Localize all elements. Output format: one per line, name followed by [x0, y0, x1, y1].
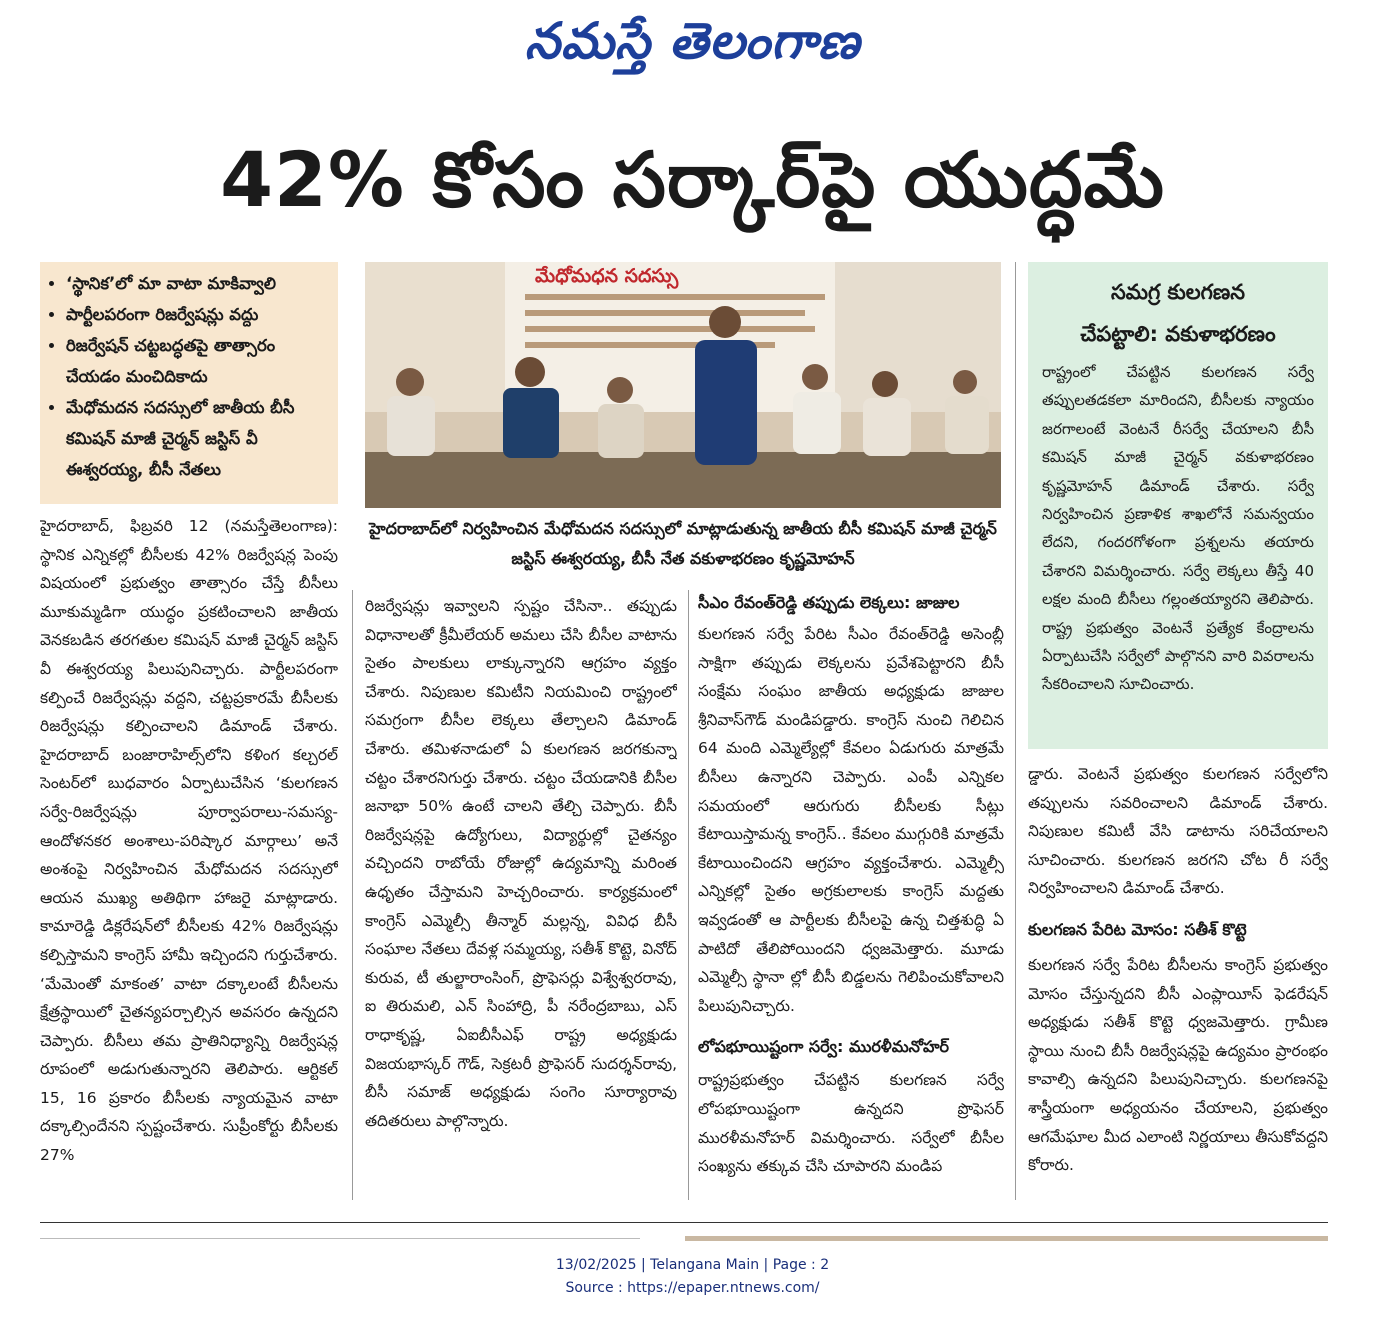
- article-body: డ్డారు. వెంటనే ప్రభుత్వం కులగణన సర్వేలోని తప్పులను సవరించాలని డిమాండ్ చేశారు. నిపుణుల కమిటీ వేసి డాటాను సరిచేయాలని సూచించారు. కులగణన జరగని చోట రీ సర్వే నిర్వహించాలని డిమాండ్ చేశారు.: [1028, 765, 1328, 898]
- sidebar-body: రాష్ట్రంలో చేపట్టిన కులగణన సర్వే తప్పులతడకలా మారిందని, బీసీలకు న్యాయం జరగాలంటే వెంటనే రీసర్వే చేయాలని బీసీ కమిషన్ మాజీ చైర్మన్ వకుళాభరణం కృష్ణమోహన్ డిమాండ్ చేశారు. సర్వే నిర్వహించిన ప్రణాళిక శాఖలోనే సమన్వయం లేదని, గందరగోళంగా ప్రశ్నలను తయారు చేశారని విమర్శించారు. సర్వే లెక్కలు తీస్తే 40 లక్షల మంది బీసీలు గల్లంతయ్యారని తెలిపారు. రాష్ట్ర ప్రభుత్వం వెంటనే ప్రత్యేక కేంద్రాలను ఏర్పాటుచేసి సర్వేలో పాల్గొనని వారి వివరాలను సేకరించాలని సూచించారు.: [1042, 363, 1314, 694]
- column-rule: [1015, 262, 1016, 1200]
- article-body: రిజర్వేషన్లు ఇవ్వాలని స్పష్టం చేసినా.. తప్పుడు విధానాలతో క్రీమీలేయర్ అమలు చేసి బీసీల వాటాను సైతం పాలకులు లాక్కున్నారని ఆగ్రహం వ్యక్తం చేశారు. నిపుణుల కమిటీని నియమించి రాష్ట్రంలో సమగ్రంగా బీసీల లెక్కలు తేల్చాలని డిమాండ్ చేశారు. తమిళనాడులో ఏ కులగణన జరగకున్నా చట్టం చేశారనిగుర్తు చేశారు. చట్టం చేయడానికి బీసీల జనాభా 50% ఉంటే చాలని తేల్చి చెప్పారు. బీసీ రిజర్వేషన్లపై ఉద్యోగులు, విద్యార్థుల్లో చైతన్యం వచ్చిందని రాబోయే రోజుల్లో ఉద్యమాన్ని మరింత ఉధృతం చేస్తామని హెచ్చరించారు. కార్యక్రమంలో కాంగ్రెస్ ఎమ్మెల్సీ తీన్మార్ మల్లన్న, వివిధ బీసీ సంఘాల నేతలు దేవళ్ల సమ్మయ్య, సతీశ్ కొట్టె, వినోద్ కురువ, టీ తుల్జారాంసింగ్, ప్రొఫెసర్లు విశ్వేశ్వరరావు, ఐ తిరుమలి, ఎన్ సింహాద్రి, పీ నరేంద్రబాబు, ఎస్ రాధాకృష్ణ, ఏఐబీసీఎఫ్ రాష్ట్ర అధ్యక్షుడు విజయభాస్కర్ గౌడ్, సెక్రటరీ ప్రొఫెసర్ సుదర్శన్‌రావు, బీసీ సమాజ్ అధ్యక్షుడు సంగెం సూర్యారావు తదితరులు పాల్గొన్నారు.: [365, 597, 677, 1130]
- subhead-jajula: సీఎం రేవంత్‌రెడ్డి తప్పుడు లెక్కలు: జాజుల: [698, 593, 960, 612]
- bottom-rule: [40, 1238, 640, 1239]
- highlight-item: • పార్టీలపరంగా రిజర్వేషన్లు వద్దు: [66, 299, 330, 330]
- sidebar-title-line2: చేపట్టాలి: వకుళాభరణం: [1080, 322, 1276, 346]
- footer-source-line: Source : https://epaper.ntnews.com/: [565, 1280, 820, 1296]
- highlights-list: [48, 268, 330, 485]
- highlight-item: • రిజర్వేషన్ చట్టబద్ధతపై తాత్సారం చేయడం మంచిదికాదు: [66, 330, 330, 392]
- bottom-rule: [40, 1222, 1328, 1223]
- article-column-4: [1028, 760, 1328, 1202]
- column-rule: [688, 590, 689, 1200]
- article-column-3: [698, 590, 1004, 1202]
- article-body: రాష్ట్రప్రభుత్వం చేపట్టిన కులగణన సర్వే లోపభూయిష్టంగా ఉన్నదని ప్రొఫెసర్ మురళీమనోహర్ విమర్శించారు. సర్వేలో బీసీల సంఖ్యను తక్కువ చేసి చూపారని మండిప: [698, 1071, 1004, 1176]
- footer-date-line: 13/02/2025 | Telangana Main | Page : 2: [555, 1257, 830, 1273]
- masthead: నమస్తే తెలంగాణ: [524, 12, 861, 70]
- highlight-item: • ‘స్థానిక’లో మా వాటా మాకివ్వాలి: [66, 268, 330, 299]
- column-rule: [352, 590, 353, 1200]
- event-photo: [365, 262, 1001, 508]
- subhead-satish: కులగణన పేరిట మోసం: సతీశ్ కొట్టె: [1028, 919, 1247, 939]
- subhead-muralimanohar: లోపభూయిష్టంగా సర్వే: మురళీమనోహర్: [698, 1037, 950, 1057]
- photo-caption: హైదరాబాద్‌లో నిర్వహించిన మేధోమదన సదస్సులో మాట్లాడుతున్న జాతీయ బీసీ కమిషన్ మాజీ చైర్మన్ జస్టిస్ ఈశ్వరయ్య, బీసీ నేత వకుళాభరణం కృష్ణమోహన్: [369, 519, 997, 568]
- sidebar-box: [1028, 262, 1328, 749]
- highlight-item: • మేధోమదన సదస్సులో జాతీయ బీసీ కమిషన్ మాజీ చైర్మన్ జస్టిస్ వీ ఈశ్వరయ్య, బీసీ నేతలు: [66, 392, 330, 485]
- sidebar-title-line1: సమగ్ర కులగణన: [1111, 280, 1245, 304]
- article-body: కులగణన సర్వే పేరిట సీఎం రేవంత్‌రెడ్డి అసెంబ్లీ సాక్షిగా తప్పుడు లెక్కలను ప్రవేశపెట్టారని బీసీ సంక్షేమ సంఘం జాతీయ అధ్యక్షుడు జాజుల శ్రీనివాస్‌గౌడ్ మండిపడ్డారు. కాంగ్రెస్ నుంచి గెలిచిన 64 మంది ఎమ్మెల్యేల్లో కేవలం ఏడుగురు మాత్రమే బీసీలు ఉన్నారని చెప్పారు. ఎంపీ ఎన్నికల సమయంలో ఆరుగురు బీసీలకు సీట్లు కేటాయిస్తామన్న కాంగ్రెస్.. కేవలం ముగ్గురికి మాత్రమే కేటాయించిందని ఆగ్రహం వ్యక్తంచేశారు. ఎమ్మెల్సీ ఎన్నికల్లో సైతం అగ్రకులాలకు కాంగ్రెస్ మద్దతు ఇవ్వడంతో ఆ పార్టీలకు బీసీలపై ఉన్న చిత్తశుద్ధి ఏ పాటిదో తేలిపోయిందని ధ్వజమెత్తారు. మూడు ఎమ్మెల్సీ స్థానా ల్లో బీసీ బిడ్డలను గెలిపించుకోవాలని పిలుపునిచ్చారు.: [698, 625, 1004, 1015]
- headline: 42% కోసం సర్కార్‌పై యుద్ధమే: [220, 135, 1165, 224]
- next-article-edge: [685, 1236, 1328, 1241]
- article-body: కులగణన సర్వే పేరిట బీసీలను కాంగ్రెస్ ప్రభుత్వం మోసం చేస్తున్నదని బీసీ ఎంప్లాయీస్ ఫెడరేషన్ అధ్యక్షుడు సతీశ్ కొట్టె ధ్వజమెత్తారు. గ్రామీణ స్థాయి నుంచి బీసీ రిజర్వేషన్లపై ఉద్యమం ప్రారంభం కావాల్సి ఉన్నదని పిలుపునిచ్చారు. కులగణనపై శాస్త్రీయంగా అధ్యయనం చేయాలని, ప్రభుత్వం ఆగమేఘాల మీద ఎలాంటి నిర్ణయాలు తీసుకోవద్దని కోరారు.: [1028, 955, 1328, 1175]
- article-body: హైదరాబాద్, ఫిబ్రవరి 12 (నమస్తేతెలంగాణ): స్థానిక ఎన్నికల్లో బీసీలకు 42% రిజర్వేషన్ల పెంపు విషయంలో ప్రభుత్వం తాత్సారం చేస్తే బీసీలు మూకుమ్మడిగా యుద్ధం ప్రకటించాలని జాతీయ వెనకబడిన తరగతుల కమిషన్ మాజీ చైర్మన్ జస్టిస్ వీ ఈశ్వరయ్య పిలుపునిచ్చారు. పార్టీలపరంగా కల్పించే రిజర్వేషన్లు వద్దని, చట్టప్రకారమే బీసీలకు రిజర్వేషన్లు కల్పించాలని డిమాండ్ చేశారు. హైదరాబాద్ బంజారాహిల్స్‌లోని కళింగ కల్చరల్ సెంటర్‌లో బుధవారం ఏర్పాటుచేసిన ‘కులగణన సర్వే-రిజర్వేషన్లు పూర్వాపరాలు-సమస్య-ఆందోళనకర అంశాలు-పరిష్కార మార్గాలు’ అనే అంశంపై నిర్వహించిన మేధోమదన సదస్సులో ఆయన ముఖ్య అతిథిగా హాజరై మాట్లాడారు. కామారెడ్డి డిక్లరేషన్‌లో బీసీలకు 42% రిజర్వేషన్లు కల్పిస్తామని కాంగ్రెస్ హామీ ఇచ్చిందని గుర్తుచేశారు. ‘మేమెంతో మాకంత’ వాటా దక్కాలంటే బీసీలను క్షేత్రస్థాయిలో చైతన్యపర్చాల్సిన అవసరం ఉన్నదని చెప్పారు. బీసీలు తమ ప్రాతినిధ్యాన్ని రిజర్వేషన్ల రూపంలో అడుగుతున్నారని తెలిపారు. ఆర్టికల్ 15, 16 ప్రకారం బీసీలకు న్యాయమైన వాటా దక్కాల్సిందేనని స్పష్టంచేశారు. సుప్రీంకోర్టు బీసీలకు 27%: [40, 517, 338, 1165]
- event-photo-svg: [365, 262, 1001, 508]
- article-column-1: [40, 512, 338, 1202]
- banner-text: మేధోమధన సదస్సు: [535, 265, 679, 287]
- highlights-box: [40, 262, 338, 504]
- article-column-2: [365, 592, 677, 1202]
